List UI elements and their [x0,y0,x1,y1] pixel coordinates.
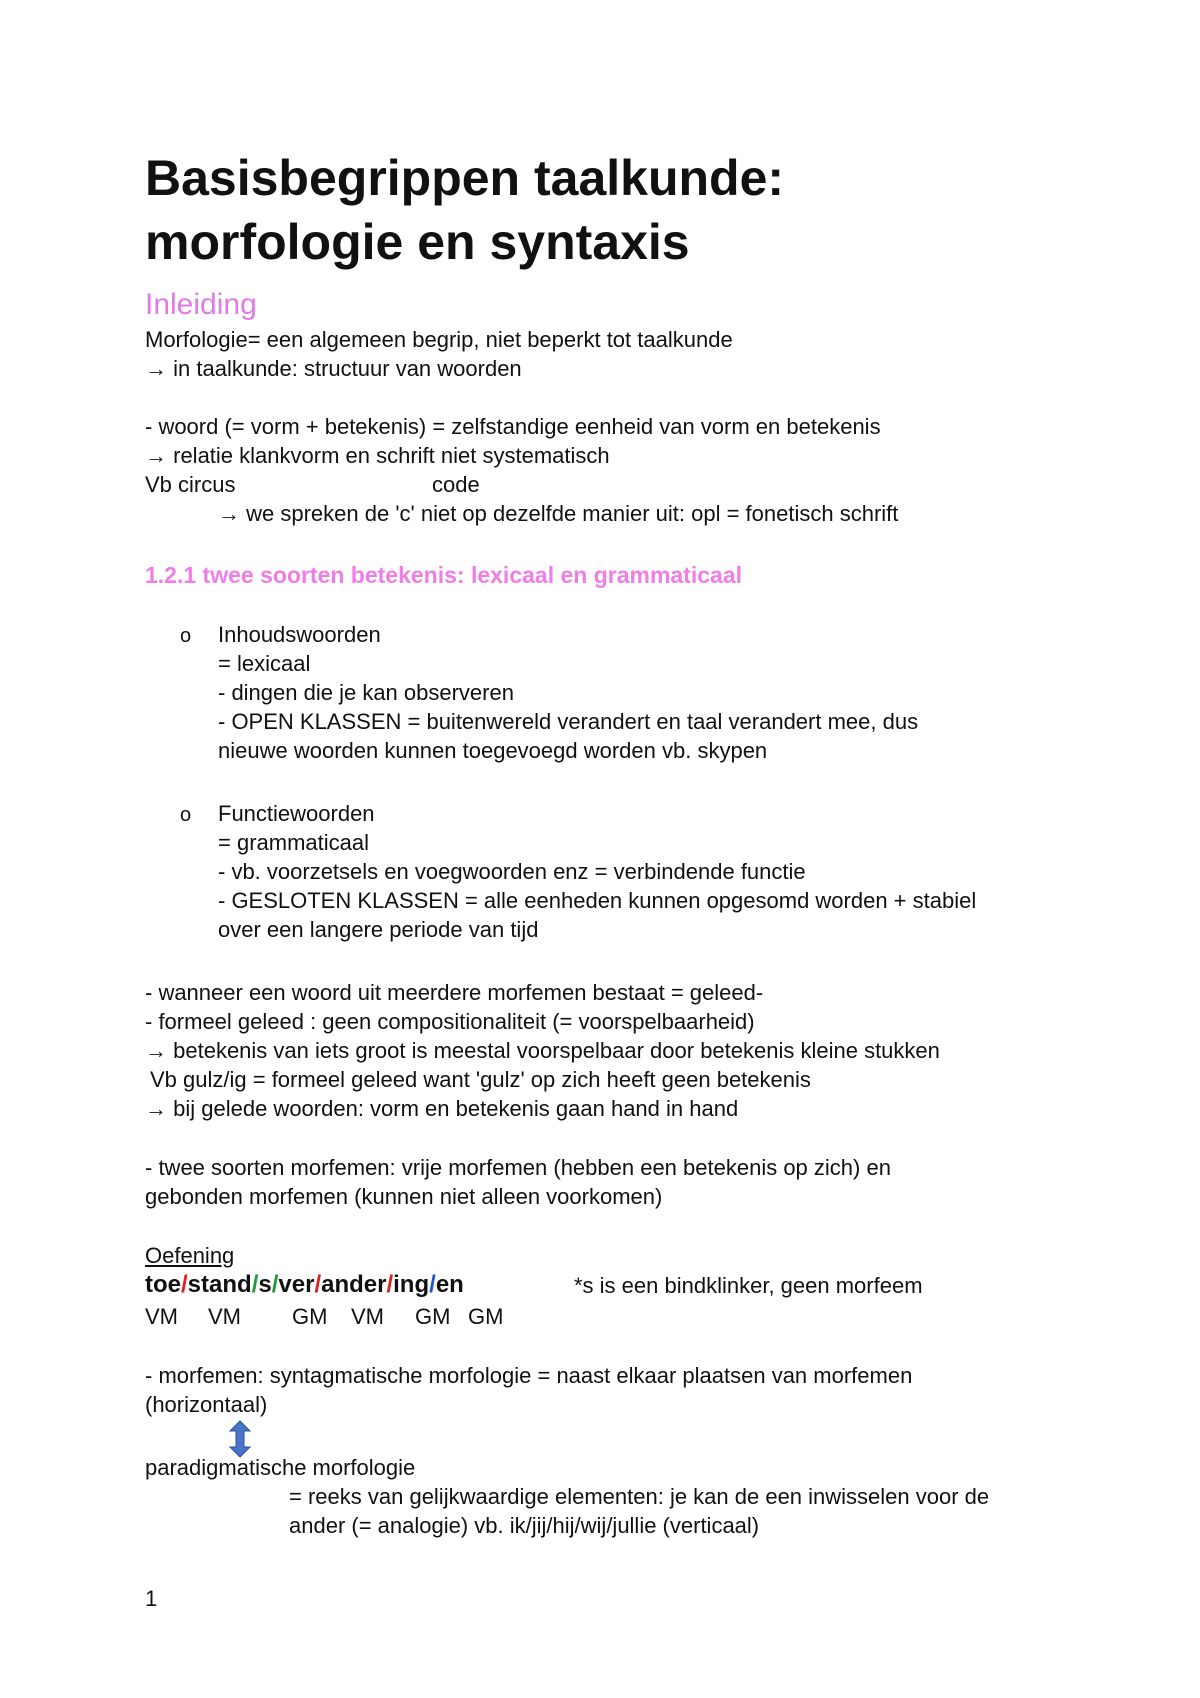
text-line: Vb gulz/ig = formeel geleed want 'gulz' op zich heeft geen betekenis [150,1067,811,1092]
bullet-icon: o [180,625,192,647]
morpheme-separator: / [386,1271,394,1298]
oefening-heading: Oefening [145,1243,235,1268]
morpheme: stand [187,1271,252,1298]
right-arrow-icon: → [145,1096,167,1121]
morpheme-label: VM [351,1304,384,1329]
morpheme: ing [393,1271,430,1298]
oefening-note: *s is een bindklinker, geen morfeem [574,1273,923,1298]
text-line: (horizontaal) [145,1392,268,1417]
morpheme-word [145,1272,464,1298]
bullet-item-title: Inhoudswoorden [218,622,381,647]
arrow-line: → betekenis van iets groot is meestal voorspelbaar door betekenis kleine stukken [145,1038,940,1063]
text-line: ander (= analogie) vb. ik/jij/hij/wij/jullie (verticaal) [289,1513,760,1538]
text-line: gebonden morfemen (kunnen niet alleen voorkomen) [145,1184,663,1209]
morpheme: en [435,1271,464,1298]
morpheme-label: GM [415,1304,451,1329]
right-arrow-icon: → [145,356,167,381]
morpheme-separator: / [429,1271,436,1298]
text-line: - woord (= vorm + betekenis) = zelfstandige eenheid van vorm en betekenis [145,414,881,439]
morpheme-separator: / [181,1271,188,1298]
morpheme-label: GM [292,1304,328,1329]
text-line: = reeks van gelijkwaardige elementen: je kan de een inwisselen voor de [289,1484,990,1509]
morpheme-separator: / [271,1271,279,1298]
bullet-item-title: Functiewoorden [218,801,375,826]
text-line: = grammaticaal [218,830,370,855]
text-line: nieuwe woorden kunnen toegevoegd worden vb. skypen [218,738,768,763]
morpheme: ver [278,1271,315,1298]
text-line: = lexicaal [218,651,311,676]
text-line: - morfemen: syntagmatische morfologie = naast elkaar plaatsen van morfemen [145,1363,913,1388]
morpheme-label: VM [145,1304,178,1329]
text-line: - twee soorten morfemen: vrije morfemen (hebben een betekenis op zich) en [145,1155,891,1180]
bullet-icon: o [180,804,192,826]
arrow-line: → bij gelede woorden: vorm en betekenis gaan hand in hand [145,1096,739,1121]
text-line: over een langere periode van tijd [218,917,539,942]
right-arrow-icon: → [145,1038,167,1063]
right-arrow-icon: → [145,443,167,468]
morpheme: s [258,1271,272,1298]
text-line: - GESLOTEN KLASSEN = alle eenheden kunnen opgesomd worden + stabiel [218,888,977,913]
up-down-arrow-icon [228,1420,252,1458]
morpheme: ander [321,1271,387,1298]
right-arrow-icon: → [218,501,240,526]
page-number: 1 [145,1586,158,1611]
section-heading: 1.2.1 twee soorten betekenis: lexicaal en grammaticaal [145,562,743,588]
text-line: - vb. voorzetsels en voegwoorden enz = verbindende functie [218,859,806,884]
text-line: - formeel geleed : geen compositionaliteit (= voorspelbaarheid) [145,1009,755,1034]
text-line: - wanneer een woord uit meerdere morfemen bestaat = geleed- [145,980,764,1005]
morpheme-separator: / [314,1271,322,1298]
example-circus: Vb circus [145,472,236,497]
arrow-line: → in taalkunde: structuur van woorden [145,356,522,381]
document-title-line2: morfologie en syntaxis [145,214,690,270]
morpheme: toe [145,1271,181,1298]
text-line: Morfologie= een algemeen begrip, niet beperkt tot taalkunde [145,327,733,352]
text-line: - OPEN KLASSEN = buitenwereld verandert en taal verandert mee, dus [218,709,919,734]
text-line: paradigmatische morfologie [145,1455,416,1480]
heading-inleiding: Inleiding [145,288,257,321]
text-line: - dingen die je kan observeren [218,680,514,705]
morpheme-label: GM [468,1304,504,1329]
document-title-line1: Basisbegrippen taalkunde: [145,150,785,206]
morpheme-label: VM [208,1304,241,1329]
arrow-line: → relatie klankvorm en schrift niet systematisch [145,443,610,468]
arrow-line: → we spreken de 'c' niet op dezelfde manier uit: opl = fonetisch schrift [218,501,899,526]
morpheme-separator: / [251,1271,259,1298]
example-code: code [432,472,480,497]
